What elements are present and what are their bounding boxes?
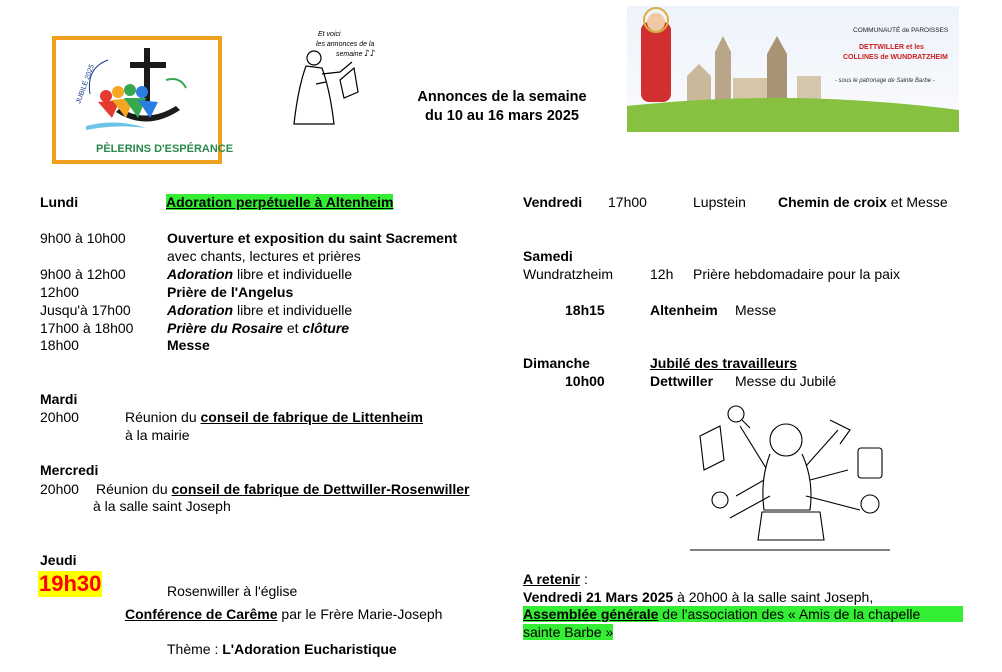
title-line-1: Annonces de la semaine <box>417 89 587 105</box>
lundi-item-3: Adoration libre et individuelle <box>167 266 353 282</box>
mardi-day: Mardi <box>40 391 78 407</box>
jubilee-logo-bottom: PÈLERINS D'ESPÉRANCE <box>96 143 234 155</box>
mardi-time: 20h00 <box>40 409 79 425</box>
samedi-place-1: Wundratzheim <box>523 266 614 282</box>
retenir-line-3: sainte Barbe » <box>523 624 614 640</box>
samedi-event-2: Messe <box>735 302 777 318</box>
jubilee-logo-top: JUBILÉ 2025 <box>75 63 96 105</box>
vendredi-place: Lupstein <box>693 194 746 210</box>
lundi-time-4: 12h00 <box>40 284 79 300</box>
lundi-event: Adoration perpétuelle à Altenheim <box>166 194 394 210</box>
samedi-time-1: 12h <box>650 266 674 282</box>
dimanche-title: Jubilé des travailleurs <box>650 355 798 371</box>
dimanche-time: 10h00 <box>565 373 605 389</box>
samedi-event-1: Prière hebdomadaire pour la paix <box>693 266 901 282</box>
mardi-place: à la mairie <box>125 427 190 443</box>
mercredi-day: Mercredi <box>40 462 99 478</box>
lundi-day: Lundi <box>40 194 79 210</box>
parish-line-4: - sous le patronage de Sainte Barbe - <box>835 78 935 84</box>
mercredi-place: à la salle saint Joseph <box>93 498 231 514</box>
jubilee-logo <box>52 36 234 164</box>
jubilee-emblem-icon <box>56 40 234 160</box>
samedi-place-2: Altenheim <box>650 302 718 318</box>
samedi-day: Samedi <box>523 248 573 264</box>
parish-line-2: DETTWILLER et les <box>859 44 924 51</box>
mercredi-time: 20h00 <box>40 481 79 497</box>
lundi-item-6: Prière du Rosaire et clôture <box>167 320 350 336</box>
vendredi-time: 17h00 <box>608 194 647 210</box>
mardi-event: Réunion du conseil de fabrique de Littenheim <box>125 409 423 425</box>
busy-worker-icon <box>680 400 900 560</box>
priest-illustration <box>286 28 382 128</box>
lundi-item-5: Adoration libre et individuelle <box>167 302 353 318</box>
retenir-heading: A retenir : <box>523 571 588 587</box>
parish-logo <box>627 6 959 132</box>
vendredi-day: Vendredi <box>523 194 583 210</box>
jeudi-time: 19h30 <box>39 571 102 596</box>
mercredi-event: Réunion du conseil de fabrique de Dettwiller-Rosenwiller <box>96 481 470 497</box>
lundi-time-1: 9h00 à 10h00 <box>40 230 126 246</box>
priest-reading-icon <box>286 28 382 128</box>
parish-line-1: COMMUNAUTÉ de PAROISSES <box>853 27 949 34</box>
caption-line-1: Et voici <box>318 31 341 38</box>
lundi-time-5: Jusqu'à 17h00 <box>40 302 131 318</box>
lundi-time-3: 9h00 à 12h00 <box>40 266 126 282</box>
lundi-time-7: 18h00 <box>40 337 79 353</box>
retenir-line-1: Vendredi 21 Mars 2025 à 20h00 à la salle saint Joseph, <box>523 589 874 605</box>
dimanche-event: Messe du Jubilé <box>735 373 837 389</box>
parish-line-3: COLLINES de WUNDRATZHEIM <box>843 54 948 61</box>
jeudi-day: Jeudi <box>40 552 77 568</box>
title-line-2: du 10 au 16 mars 2025 <box>425 108 579 124</box>
jeudi-theme: Thème : L'Adoration Eucharistique <box>167 641 397 657</box>
parish-churches-icon <box>627 6 959 132</box>
lundi-item-1: Ouverture et exposition du saint Sacrement <box>167 230 458 246</box>
dimanche-place: Dettwiller <box>650 373 714 389</box>
jeudi-conference: Conférence de Carême par le Frère Marie-Joseph <box>125 606 443 622</box>
lundi-item-2: avec chants, lectures et prières <box>167 248 361 264</box>
caption-line-3: semaine <box>336 51 363 58</box>
dimanche-day: Dimanche <box>523 355 590 371</box>
vendredi-event: Chemin de croix et Messe <box>778 194 948 210</box>
lundi-item-7: Messe <box>167 337 210 353</box>
lundi-item-4: Prière de l'Angelus <box>167 284 294 300</box>
samedi-time-2: 18h15 <box>565 302 605 318</box>
lundi-time-6: 17h00 à 18h00 <box>40 320 134 336</box>
multitasking-worker-illustration <box>680 400 900 560</box>
page-title <box>400 88 604 126</box>
jeudi-place: Rosenwiller à l'église <box>167 583 298 599</box>
caption-line-2: les annonces de la <box>316 41 375 48</box>
music-note-icon: ♪♪ <box>364 49 376 59</box>
retenir-line-2: Assemblée générale de l'association des « Amis de la chapelle <box>523 606 963 622</box>
